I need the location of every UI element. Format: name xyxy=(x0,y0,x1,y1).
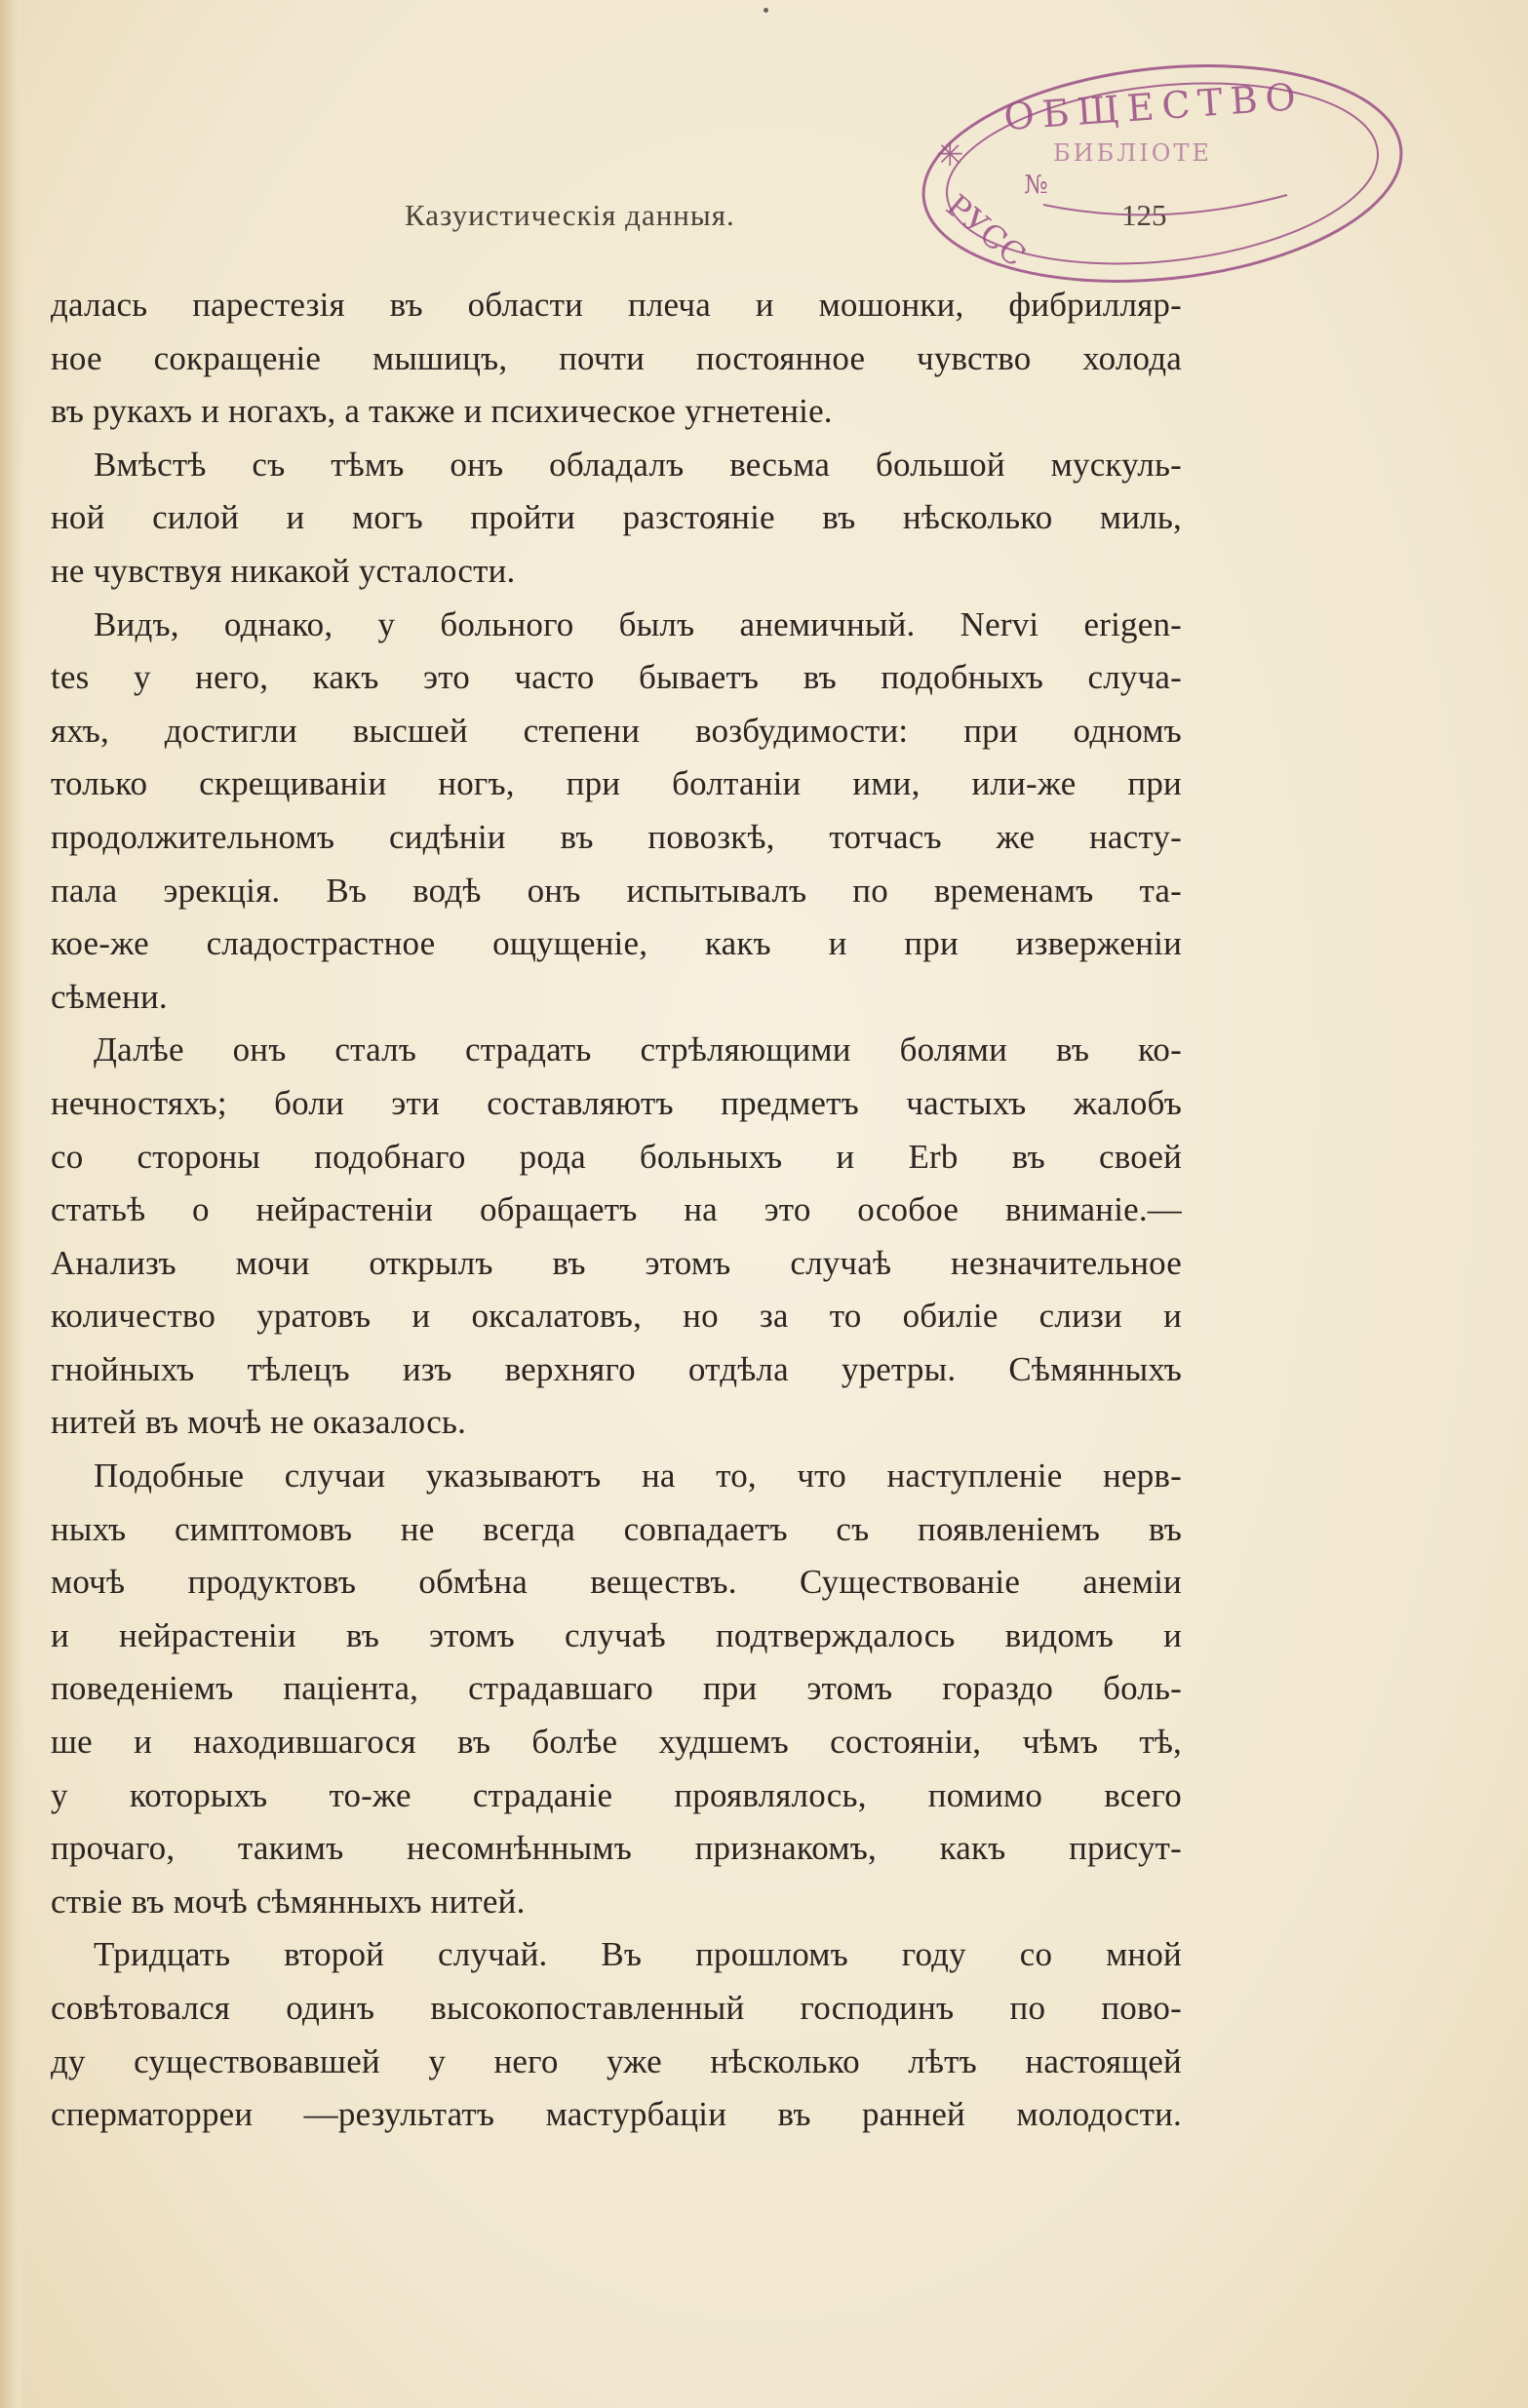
text-line: Подобные случаи указываютъ на то, что наступленіе нерв- xyxy=(94,1456,1182,1495)
text-line: мочѣ продуктовъ обмѣна веществъ. Существованіе анеміи xyxy=(51,1563,1182,1602)
text-line: Далѣе онъ сталъ страдать стрѣляющими болями въ ко- xyxy=(94,1030,1182,1069)
stamp-number-mark: № xyxy=(1024,171,1048,200)
text-line: нитей въ мочѣ не оказалось. xyxy=(51,1403,467,1442)
text-line: ду существовавшей у него уже нѣсколько лѣтъ настоящей xyxy=(51,2041,1182,2080)
text-line: прочаго, такимъ несомнѣннымъ признакомъ, какъ присут- xyxy=(51,1829,1182,1868)
text-line: въ рукахъ и ногахъ, а также и психическое угнетеніе. xyxy=(51,392,833,431)
text-line: и нейрастеніи въ этомъ случаѣ подтверждалось видомъ и xyxy=(51,1615,1182,1654)
stamp-star-icon: ✳ xyxy=(936,136,964,175)
text-line: далась парестезія въ области плеча и мошонки, фибрилляр- xyxy=(51,286,1182,324)
text-line: нечностяхъ; боли эти составляютъ предметъ частыхъ жалобъ xyxy=(51,1083,1182,1122)
text-line: tes у него, какъ это часто бываетъ въ подобныхъ случа- xyxy=(51,658,1182,697)
text-line: совѣтовался одинъ высокопоставленный господинъ по пово- xyxy=(51,1989,1182,2027)
page-number: 125 xyxy=(1121,198,1167,232)
stamp-middle-text: БИБЛІОТЕ xyxy=(1053,139,1212,167)
text-line: количество уратовъ и оксалатовъ, но за то обиліе слизи и xyxy=(51,1297,1182,1336)
text-line: ствіе въ мочѣ сѣмянныхъ нитей. xyxy=(51,1882,526,1921)
text-line: со стороны подобнаго рода больныхъ и Erb въ своей xyxy=(51,1137,1182,1176)
text-line: яхъ, достигли высшей степени возбудимости: при одномъ xyxy=(51,711,1182,750)
running-title: Казуистическія данныя. xyxy=(405,198,735,232)
stamp-top-text: ОБЩЕСТВО xyxy=(1002,74,1306,139)
text-line: ныхъ симптомовъ не всегда совпадаетъ съ появленіемъ въ xyxy=(51,1509,1182,1548)
text-line: кое-же сладострастное ощущеніе, какъ и при изверженіи xyxy=(51,924,1182,963)
body-text xyxy=(51,279,1182,2142)
text-line: ной силой и могъ пройти разстояніе въ нѣсколько миль, xyxy=(51,498,1182,537)
text-line: ное сокращеніе мышицъ, почти постоянное чувство холода xyxy=(51,338,1182,377)
text-line: ше и находившагося въ болѣе худшемъ состояніи, чѣмъ тѣ, xyxy=(51,1723,1182,1762)
text-line: не чувствуя никакой усталости. xyxy=(51,551,516,590)
text-line: Вмѣстѣ съ тѣмъ онъ обладалъ весьма большой мускуль- xyxy=(94,445,1182,484)
text-line: Тридцать второй случай. Въ прошломъ году со мной xyxy=(94,1935,1182,1974)
text-line: гнойныхъ тѣлецъ изъ верхняго отдѣла уретры. Сѣмянныхъ xyxy=(51,1349,1182,1388)
text-line: поведеніемъ пацiента, страдавшаго при этомъ гораздо боль- xyxy=(51,1669,1182,1708)
page-gutter-shadow xyxy=(0,0,25,2408)
text-line: Видъ, однако, у больного былъ анемичный. Nervi erigen- xyxy=(94,604,1182,643)
text-line: только скрещиваніи ногъ, при болтаніи ими, или-же при xyxy=(51,764,1182,803)
text-line: сперматорреи —результатъ мастурбаціи въ ранней молодости. xyxy=(51,2095,1182,2134)
text-line: у которыхъ то-же страданіе проявлялось, помимо всего xyxy=(51,1775,1182,1814)
text-line: продолжительномъ сидѣніи въ повозкѣ, тотчасъ же насту- xyxy=(51,817,1182,856)
text-line: пала эрекція. Въ водѣ онъ испытывалъ по временамъ та- xyxy=(51,871,1182,910)
text-line: сѣмени. xyxy=(51,977,168,1016)
stamp-side-text: РУСС xyxy=(939,186,1034,275)
ink-speck xyxy=(764,8,768,13)
text-line: статьѣ о нейрастеніи обращаетъ на это особое вниманіе.— xyxy=(51,1190,1182,1229)
text-line: Анализъ мочи открылъ въ этомъ случаѣ незначительное xyxy=(51,1243,1182,1282)
library-stamp xyxy=(907,58,1414,302)
